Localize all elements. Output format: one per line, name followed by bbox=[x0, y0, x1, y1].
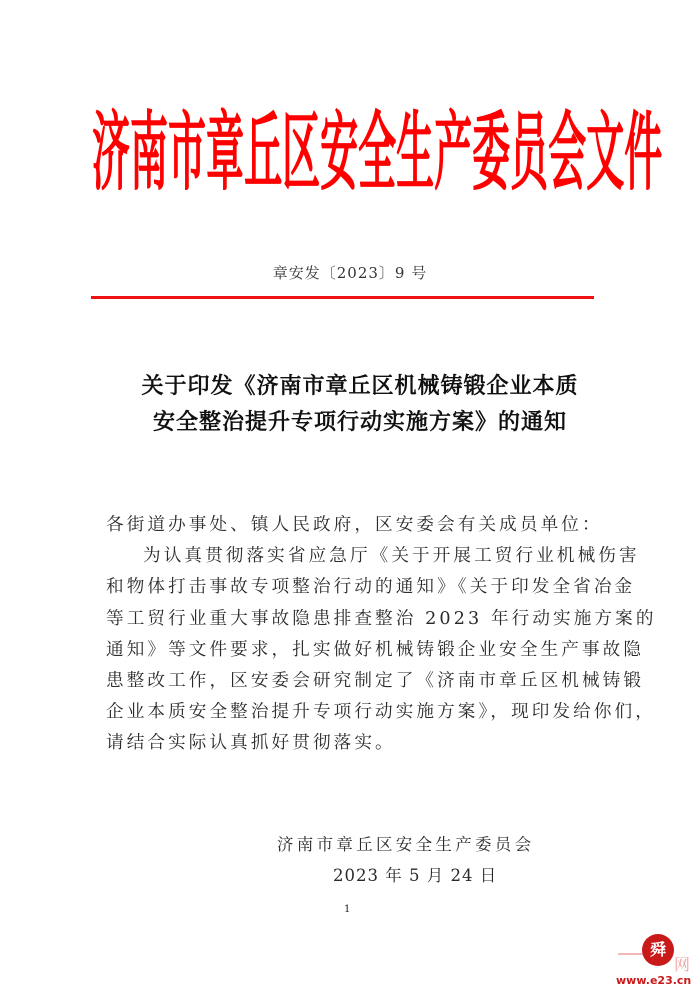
masthead-char: 市 bbox=[168, 102, 207, 202]
masthead-char: 济 bbox=[92, 102, 131, 202]
document-body bbox=[106, 510, 657, 760]
masthead-char: 文 bbox=[586, 102, 625, 202]
issuer-signature: 济南市章丘区安全生产委员会 bbox=[277, 835, 535, 854]
salutation: 各街道办事处、镇人民政府，区安委会有关成员单位： bbox=[106, 515, 603, 535]
body-line: 和物体打击事故专项整治行动的通知》《关于印发全省冶金 bbox=[106, 577, 636, 598]
body-line: 通知》等文件要求，扎实做好机械铸锻企业安全生产事故隐 bbox=[106, 639, 645, 660]
watermark-net-glyph: 网 bbox=[674, 955, 691, 974]
masthead-char: 委 bbox=[472, 102, 511, 202]
subject-line: 安全整治提升专项行动实施方案》的通知 bbox=[152, 409, 567, 435]
masthead-char: 章 bbox=[206, 102, 245, 202]
body-line: 患整改工作，区安委会研究制定了《济南市章丘区机械铸锻 bbox=[106, 671, 645, 692]
site-watermark bbox=[612, 924, 700, 990]
body-line: 等工贸行业重大事故隐患排查整治 2023 年行动实施方案的 bbox=[106, 608, 657, 629]
watermark-logo-icon: 舜 bbox=[642, 934, 674, 966]
masthead-char: 区 bbox=[282, 102, 321, 202]
issue-date: 2023 年 5 月 24 日 bbox=[333, 866, 498, 885]
masthead-char: 产 bbox=[434, 102, 473, 202]
body-line: 为认真贯彻落实省应急厅《关于开展工贸行业机械伤害 bbox=[143, 546, 640, 567]
watermark-url: www.e23.cn bbox=[616, 974, 692, 987]
red-divider-rule bbox=[91, 296, 594, 299]
masthead-char: 会 bbox=[548, 102, 587, 202]
masthead-char: 南 bbox=[130, 102, 169, 202]
masthead-char: 件 bbox=[624, 102, 663, 202]
page-number: 1 bbox=[344, 904, 351, 915]
body-line: 请结合实际认真抓好贯彻落实。 bbox=[106, 733, 396, 754]
document-subject-heading bbox=[100, 368, 620, 440]
masthead-char: 员 bbox=[510, 102, 549, 202]
masthead-char: 生 bbox=[396, 102, 435, 202]
masthead-title bbox=[92, 102, 663, 202]
masthead-char: 安 bbox=[320, 102, 359, 202]
masthead-char: 丘 bbox=[244, 102, 283, 202]
subject-line: 关于印发《济南市章丘区机械铸锻企业本质 bbox=[141, 373, 579, 399]
document-number: 章安发〔2023〕9 号 bbox=[272, 264, 428, 282]
body-line: 企业本质安全整治提升专项行动实施方案》，现印发给你们， bbox=[106, 702, 656, 723]
masthead-char: 全 bbox=[358, 102, 397, 202]
